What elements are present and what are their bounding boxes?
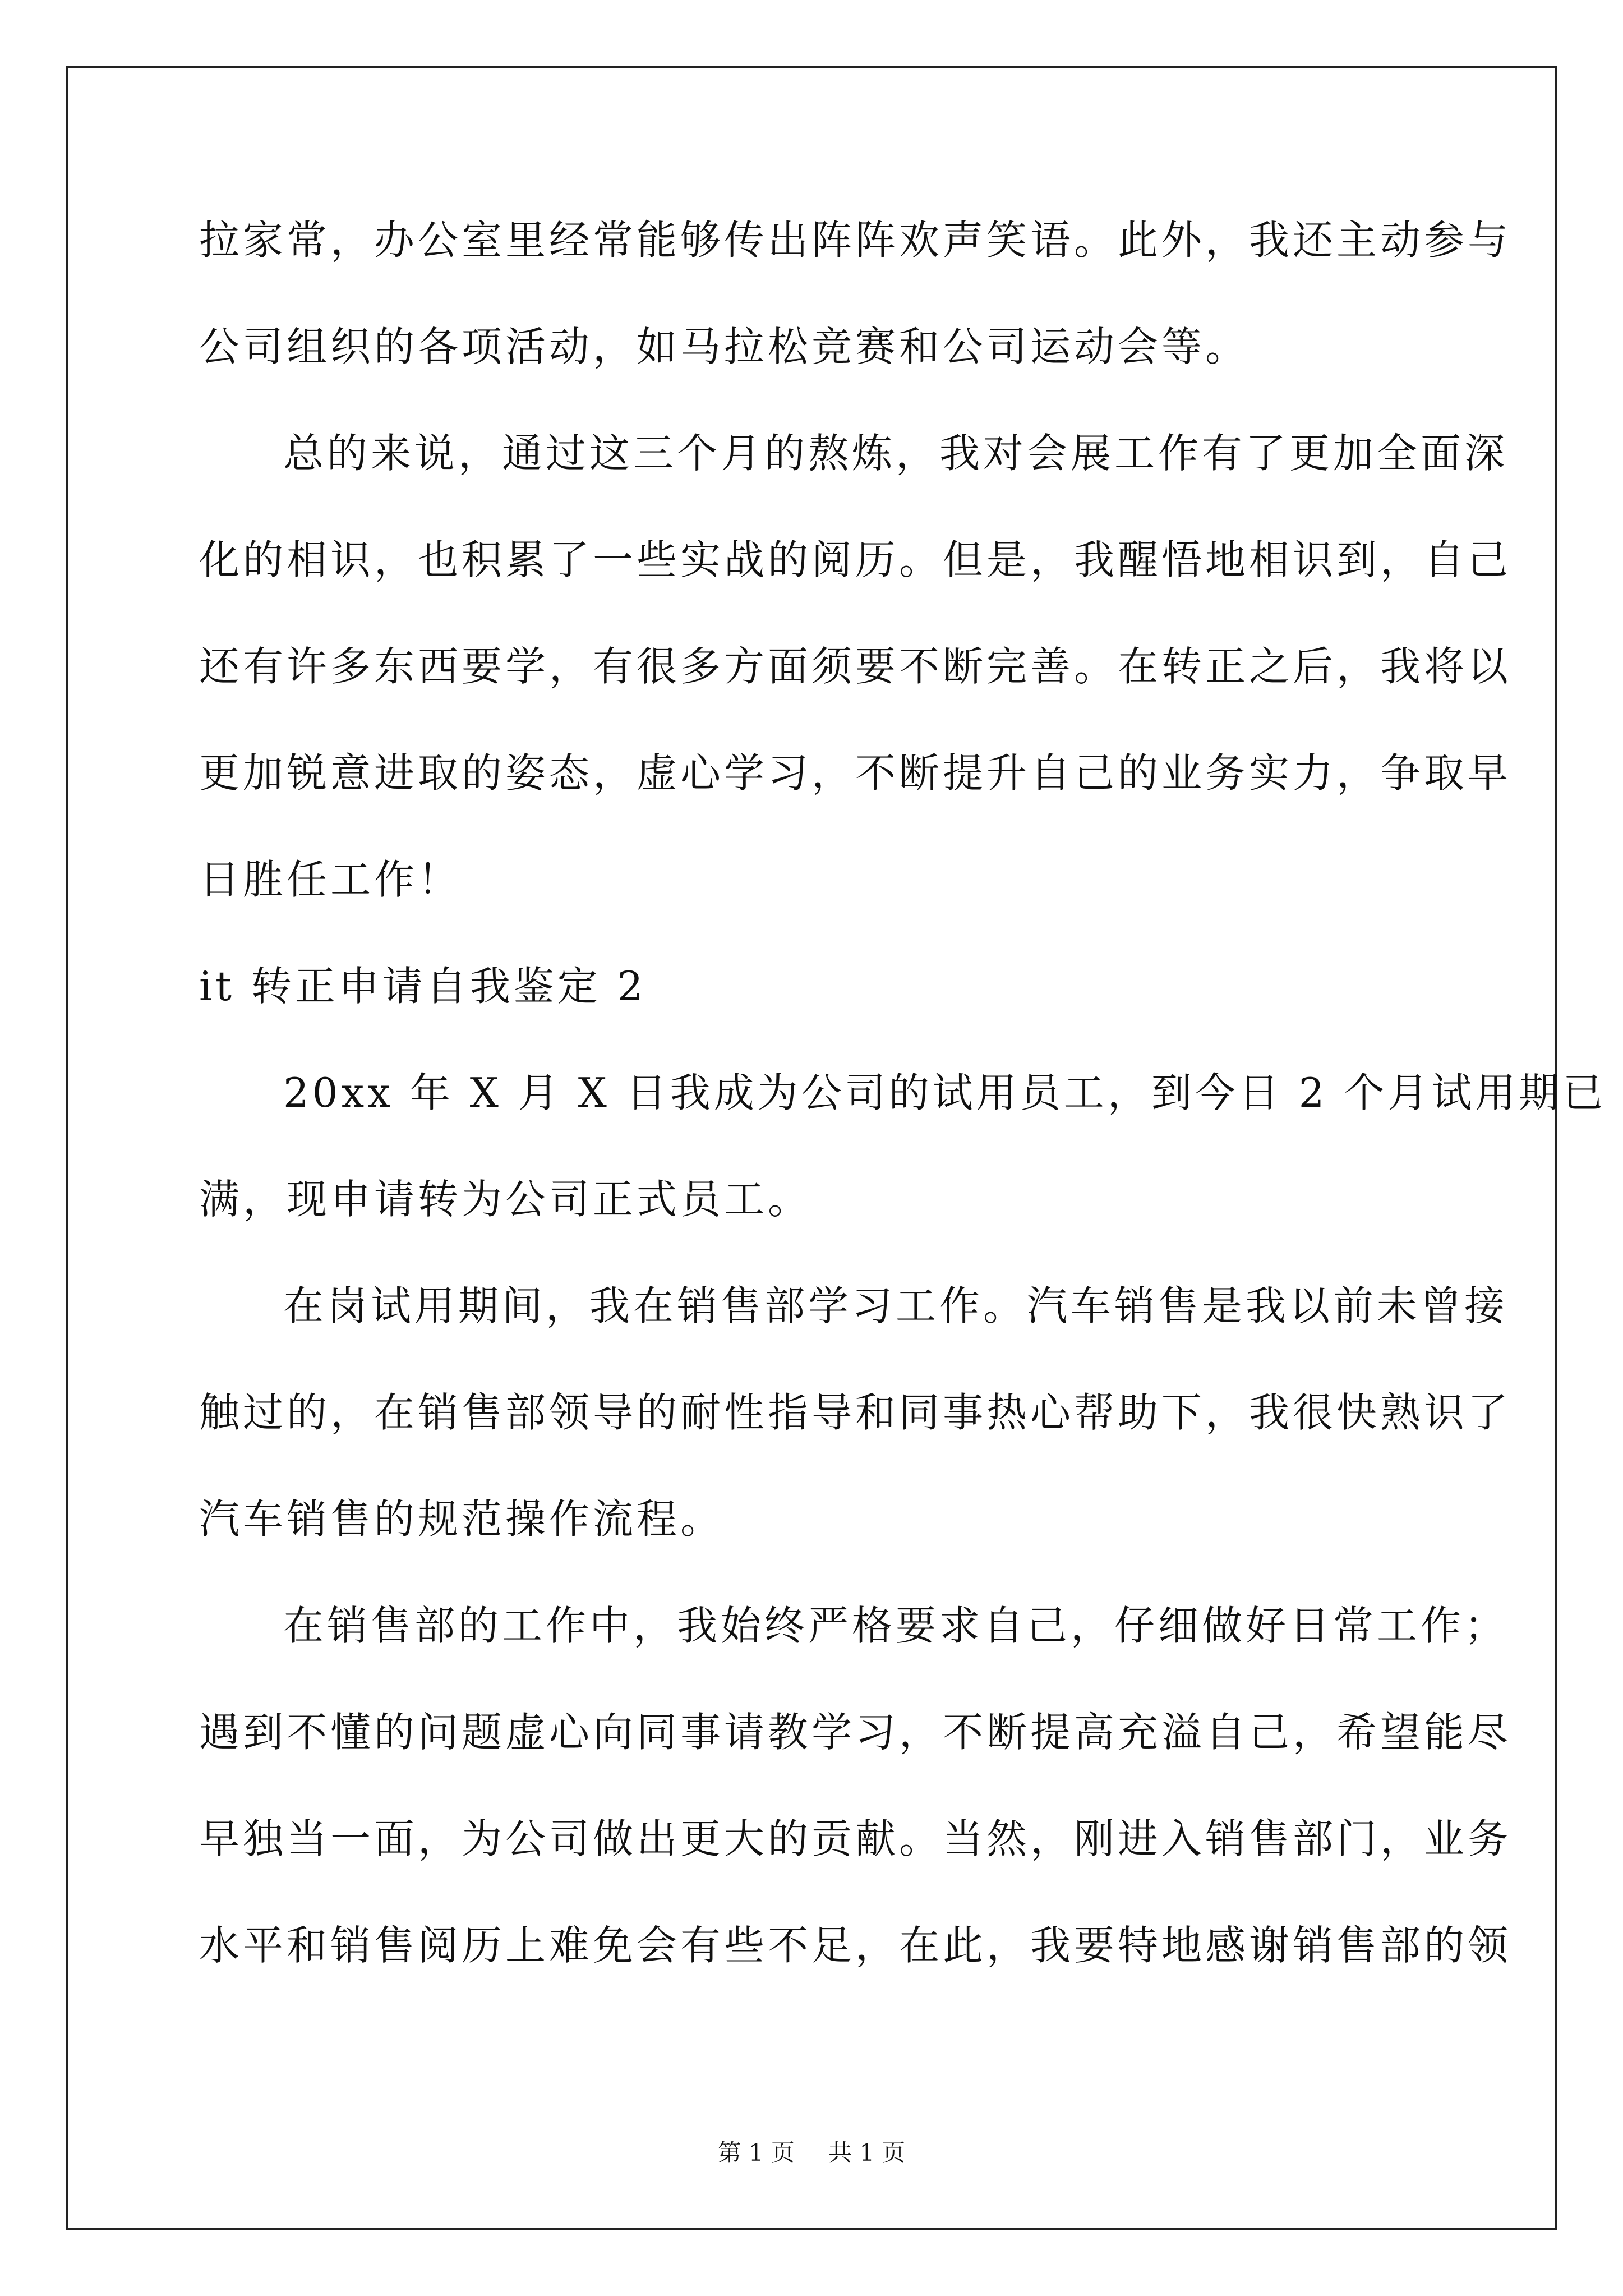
page-footer [0,2137,1623,2169]
page-total: 共 1 页 [828,2139,906,2166]
text-line: 公司组织的各项活动，如马拉松竞赛和公司运动会等。 [199,323,1249,370]
text-line: 日胜任工作！ [199,856,462,903]
text-line: 拉家常，办公室里经常能够传出阵阵欢声笑语。此外，我还主动参与 [199,217,1512,264]
text-line: 满，现申请转为公司正式员工。 [199,1176,812,1223]
text-line: 水平和销售阅历上难免会有些不足，在此，我要特地感谢销售部的领 [199,1922,1512,1969]
paragraph-start-line: 在销售部的工作中，我始终严格要求自己，仔细做好日常工作； [283,1602,1509,1649]
section-heading: it 转正申请自我鉴定 2 [199,963,647,1010]
text-line: 早独当一面，为公司做出更大的贡献。当然，刚进入销售部门，业务 [199,1815,1512,1862]
paragraph-start-line: 总的来说，通过这三个月的熬炼，我对会展工作有了更加全面深 [283,430,1509,477]
page-border [66,66,1557,2230]
paragraph-start-line: 在岗试用期间，我在销售部学习工作。汽车销售是我以前未曾接 [283,1282,1509,1329]
text-line: 更加锐意进取的姿态，虚心学习，不断提升自己的业务实力，争取早 [199,749,1512,797]
text-line: 汽车销售的规范操作流程。 [199,1496,725,1543]
page-number: 第 1 页 [717,2139,795,2166]
text-line: 化的相识，也积累了一些实战的阅历。但是，我醒悟地相识到，自己 [199,536,1512,583]
text-line: 遇到不懂的问题虚心向同事请教学习，不断提高充溢自己，希望能尽 [199,1709,1512,1756]
text-line: 还有许多东西要学，有很多方面须要不断完善。在转正之后，我将以 [199,643,1512,690]
text-line: 触过的，在销售部领导的耐性指导和同事热心帮助下，我很快熟识了 [199,1389,1512,1436]
paragraph-start-line: 20xx 年 X 月 X 日我成为公司的试用员工，到今日 2 个月试用期已 [283,1069,1607,1116]
